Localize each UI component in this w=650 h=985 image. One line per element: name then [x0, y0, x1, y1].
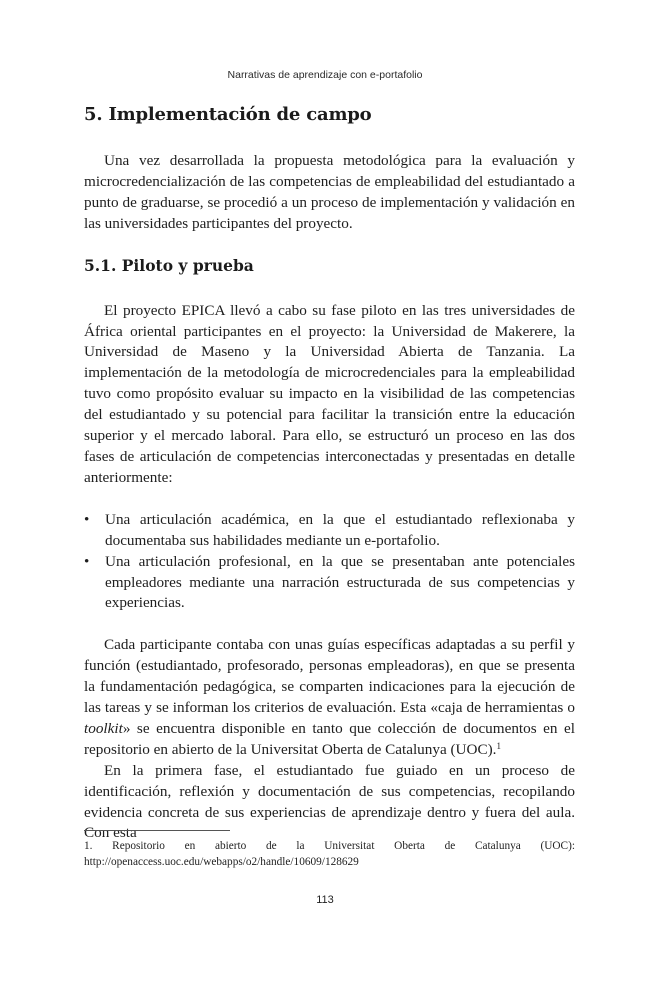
running-header: Narrativas de aprendizaje con e-portafolio	[227, 69, 423, 81]
footnote-reference[interactable]: 1	[496, 740, 501, 751]
page-body	[84, 100, 575, 844]
paragraph-toolkit-text-a: Cada participante contaba con unas guías específicas adaptadas a su perfil y función (estudiantado, profesorado, personas empleadoras), en que se presenta la fundamentación pedagógica, se comparten indicaciones para la ejecución de las tareas y se informan los criterios de evaluación. Esta «caja de herramientas o	[84, 636, 575, 717]
list-item-text: Una articulación académica, en la que el estudiantado reflexionaba y documentaba sus habilidades mediante un e-portafolio.	[105, 510, 575, 549]
list-item	[84, 510, 575, 552]
footnote: 1. Repositorio en abierto de la Universitat Oberta de Catalunya (UOC): http://openaccess.uoc.edu/webapps/o2/handle/10609/128629	[84, 840, 575, 868]
section-intro-paragraph: Una vez desarrollada la propuesta metodológica para la evaluación y microcredencialización de las competencias de empleabilidad del estudiantado a punto de graduarse, se procedió a un proceso de implementación y validación en las universidades participantes del proyecto.	[84, 152, 575, 232]
page-number: 113	[316, 894, 334, 906]
list-item-text: Una articulación profesional, en la que se presentaban ante potenciales empleadores mediante una narración estructurada de sus competencias y experiencias.	[105, 552, 575, 612]
section-heading: 5. Implementación de campo	[84, 104, 372, 125]
bullet-list	[84, 510, 575, 615]
bullet-marker: •	[84, 552, 90, 570]
paragraph-first-phase: En la primera fase, el estudiantado fue guiado en un proceso de identificación, reflexión y documentación de sus competencias, recopilando evidencia concreta de sus experiencias de aprendizaje dentro y fuera del aula. Con esta	[84, 761, 575, 842]
list-item	[84, 552, 575, 615]
paragraph-toolkit	[84, 635, 575, 760]
paragraph-pilot: El proyecto EPICA llevó a cabo su fase piloto en las tres universidades de África oriental participantes en el proyecto: la Universidad de Makerere, la Universidad de Maseno y la Universidad Abierta de Tanzania. La implementación de la metodología de microcredenciales para la empleabilidad tuvo como propósito evaluar su impacto en la visibilidad de las competencias del estudiantado y su potencial para facilitar la transición entre la educación superior y el mercado laboral. Para ello, se estructuró un proceso en las dos fases de articulación de competencias interconectadas y presentadas en detalle anteriormente:	[84, 301, 575, 486]
paragraph-toolkit-text-b: » se encuentra disponible en tanto que colección de documentos en el repositorio en abierto de la Universitat Oberta de Catalunya (UOC).	[84, 719, 575, 758]
bullet-marker: •	[84, 510, 90, 528]
footnote-divider	[84, 830, 230, 831]
subsection-heading: 5.1. Piloto y prueba	[84, 255, 254, 275]
toolkit-italic-term: toolkit	[84, 719, 123, 737]
